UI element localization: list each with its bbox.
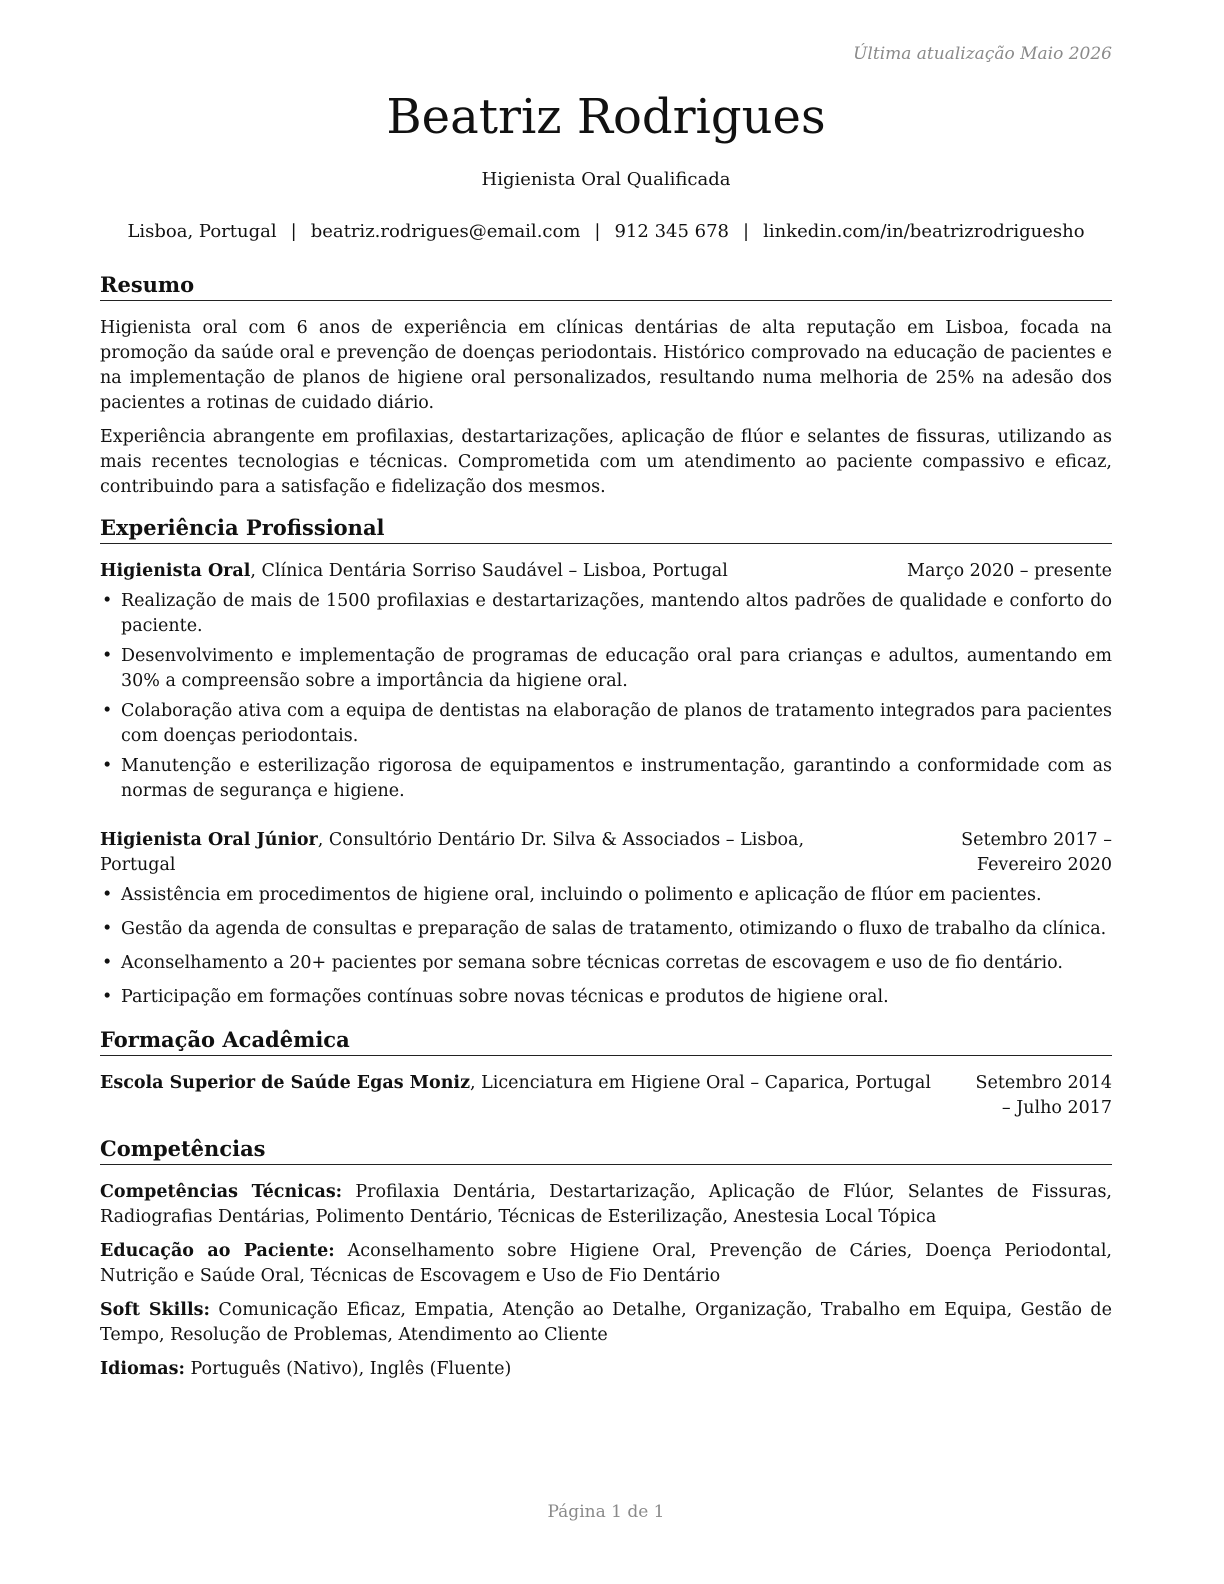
contact-separator: | [290,221,297,242]
skills-section [100,1135,1112,1382]
job-details: , Clínica Dentária Sorriso Saudável – Lisboa, Portugal [250,561,728,581]
skill-label: Educação ao Paciente: [100,1241,335,1261]
bullet-icon: • [102,701,113,721]
contact-email[interactable]: beatriz.rodrigues@email.com [310,221,581,242]
bullet-icon: • [102,591,113,611]
bullet-icon: • [102,756,113,776]
contact-location: Lisboa, Portugal [127,221,277,242]
candidate-title: Higienista Oral Qualificada [481,169,731,190]
list-item: • Aconselhamento a 20+ pacientes por semana sobre técnicas corretas de escovagem e uso de fio dentário. [100,951,1112,976]
skill-text: Aconselhamento sobre Higiene Oral, Prevenção de Cáries, Doença Periodontal, Nutrição e Saúde Oral, Técnicas de Escovagem e Uso de Fio Dentário [100,1241,1112,1286]
contact-separator: | [743,221,750,242]
skill-text: Português (Nativo), Inglês (Fluente) [184,1359,512,1379]
summary-section [100,271,1112,500]
list-item: • Gestão da agenda de consultas e preparação de salas de tratamento, otimizando o fluxo de trabalho da clínica. [100,917,1112,942]
job-bullets [100,883,1112,1010]
list-item: • Assistência em procedimentos de higiene oral, incluindo o polimento e aplicação de flúor em pacientes. [100,883,1112,908]
section-heading: Experiência Profissional [100,514,1112,544]
job-details: , Consultório Dentário Dr. Silva & Associados – Lisboa, Portugal [100,830,805,875]
section-heading: Competências [100,1135,1112,1165]
list-item: • Desenvolvimento e implementação de programas de educação oral para crianças e adultos, aumentando em 30% a compreensão sobre a importância da higiene oral. [102,646,1112,691]
job-header [100,828,1112,878]
contact-line [100,220,1112,244]
contact-separator: | [594,221,601,242]
education-entry [100,1071,1112,1121]
page-number: Página 1 de 1 [547,1502,665,1522]
skill-group [100,1298,1112,1348]
bullet-icon: • [102,919,113,939]
job-role: Higienista Oral Júnior [100,830,318,850]
skill-text: Profilaxia Dentária, Destartarização, Aplicação de Flúor, Selantes de Fissuras, Radiografias Dentárias, Polimento Dentário, Técnicas de Esterilização, Anestesia Local Tópica [100,1182,1112,1227]
contact-linkedin[interactable]: linkedin.com/in/beatrizrodriguesho [763,221,1085,242]
list-item: • Participação em formações contínuas sobre novas técnicas e produtos de higiene oral. [100,985,1112,1010]
job-dates: Setembro 2017 – Fevereiro 2020 [961,830,1112,875]
job-role: Higienista Oral [100,561,251,581]
summary-paragraph: Experiência abrangente em profilaxias, destartarizações, aplicação de flúor e selantes de fissuras, utilizando as mais recentes tecnologias e técnicas. Comprometida com um atendimento ao paciente compassivo e eficaz, contribuindo para a satisfação e fidelização dos mesmos. [100,427,1112,497]
bullet-icon: • [102,885,113,905]
job-dates: Março 2020 – presente [907,561,1112,581]
list-item: • Realização de mais de 1500 profilaxias e destartarizações, mantendo altos padrões de qualidade e conforto do paciente. [102,591,1112,636]
skill-group [100,1357,1112,1382]
contact-phone: 912 345 678 [614,221,729,242]
summary-paragraph: Higienista oral com 6 anos de experiência em clínicas dentárias de alta reputação em Lisboa, focada na promoção da saúde oral e prevenção de doenças periodontais. Histórico comprovado na educação de pacientes e na implementação de planos de higiene oral personalizados, resultando numa melhoria de 25% na adesão dos pacientes a rotinas de cuidado diário. [100,318,1112,413]
section-heading: Formação Acadêmica [100,1026,1112,1056]
list-item: • Colaboração ativa com a equipa de dentistas na elaboração de planos de tratamento integrados para pacientes com doenças periodontais. [102,701,1112,746]
job-entry [100,828,1112,1010]
skill-label: Idiomas: [100,1359,185,1379]
job-bullets [100,589,1112,804]
bullet-icon: • [102,953,113,973]
job-header [100,559,1112,584]
last-updated: Última atualização Maio 2026 [853,44,1112,64]
education-section [100,1026,1112,1121]
list-item: • Manutenção e esterilização rigorosa de equipamentos e instrumentação, garantindo a conformidade com as normas de segurança e higiene. [102,756,1112,801]
section-heading: Resumo [100,271,1112,301]
candidate-name: Beatriz Rodrigues [386,89,826,145]
bullet-icon: • [102,646,113,666]
skill-text: Comunicação Eficaz, Empatia, Atenção ao Detalhe, Organização, Trabalho em Equipa, Gestão de Tempo, Resolução de Problemas, Atendimento ao Cliente [100,1300,1112,1345]
skill-label: Competências Técnicas: [100,1182,343,1202]
school-name: Escola Superior de Saúde Egas Moniz [100,1073,471,1093]
experience-section [100,514,1112,1010]
bullet-icon: • [102,987,113,1007]
job-entry [100,559,1112,804]
education-dates: Setembro 2014 – Julho 2017 [975,1073,1112,1118]
degree-details: , Licenciatura em Higiene Oral – Caparica, Portugal [470,1073,931,1093]
skill-group [100,1180,1112,1230]
skill-label: Soft Skills: [100,1300,210,1320]
skill-group [100,1239,1112,1289]
